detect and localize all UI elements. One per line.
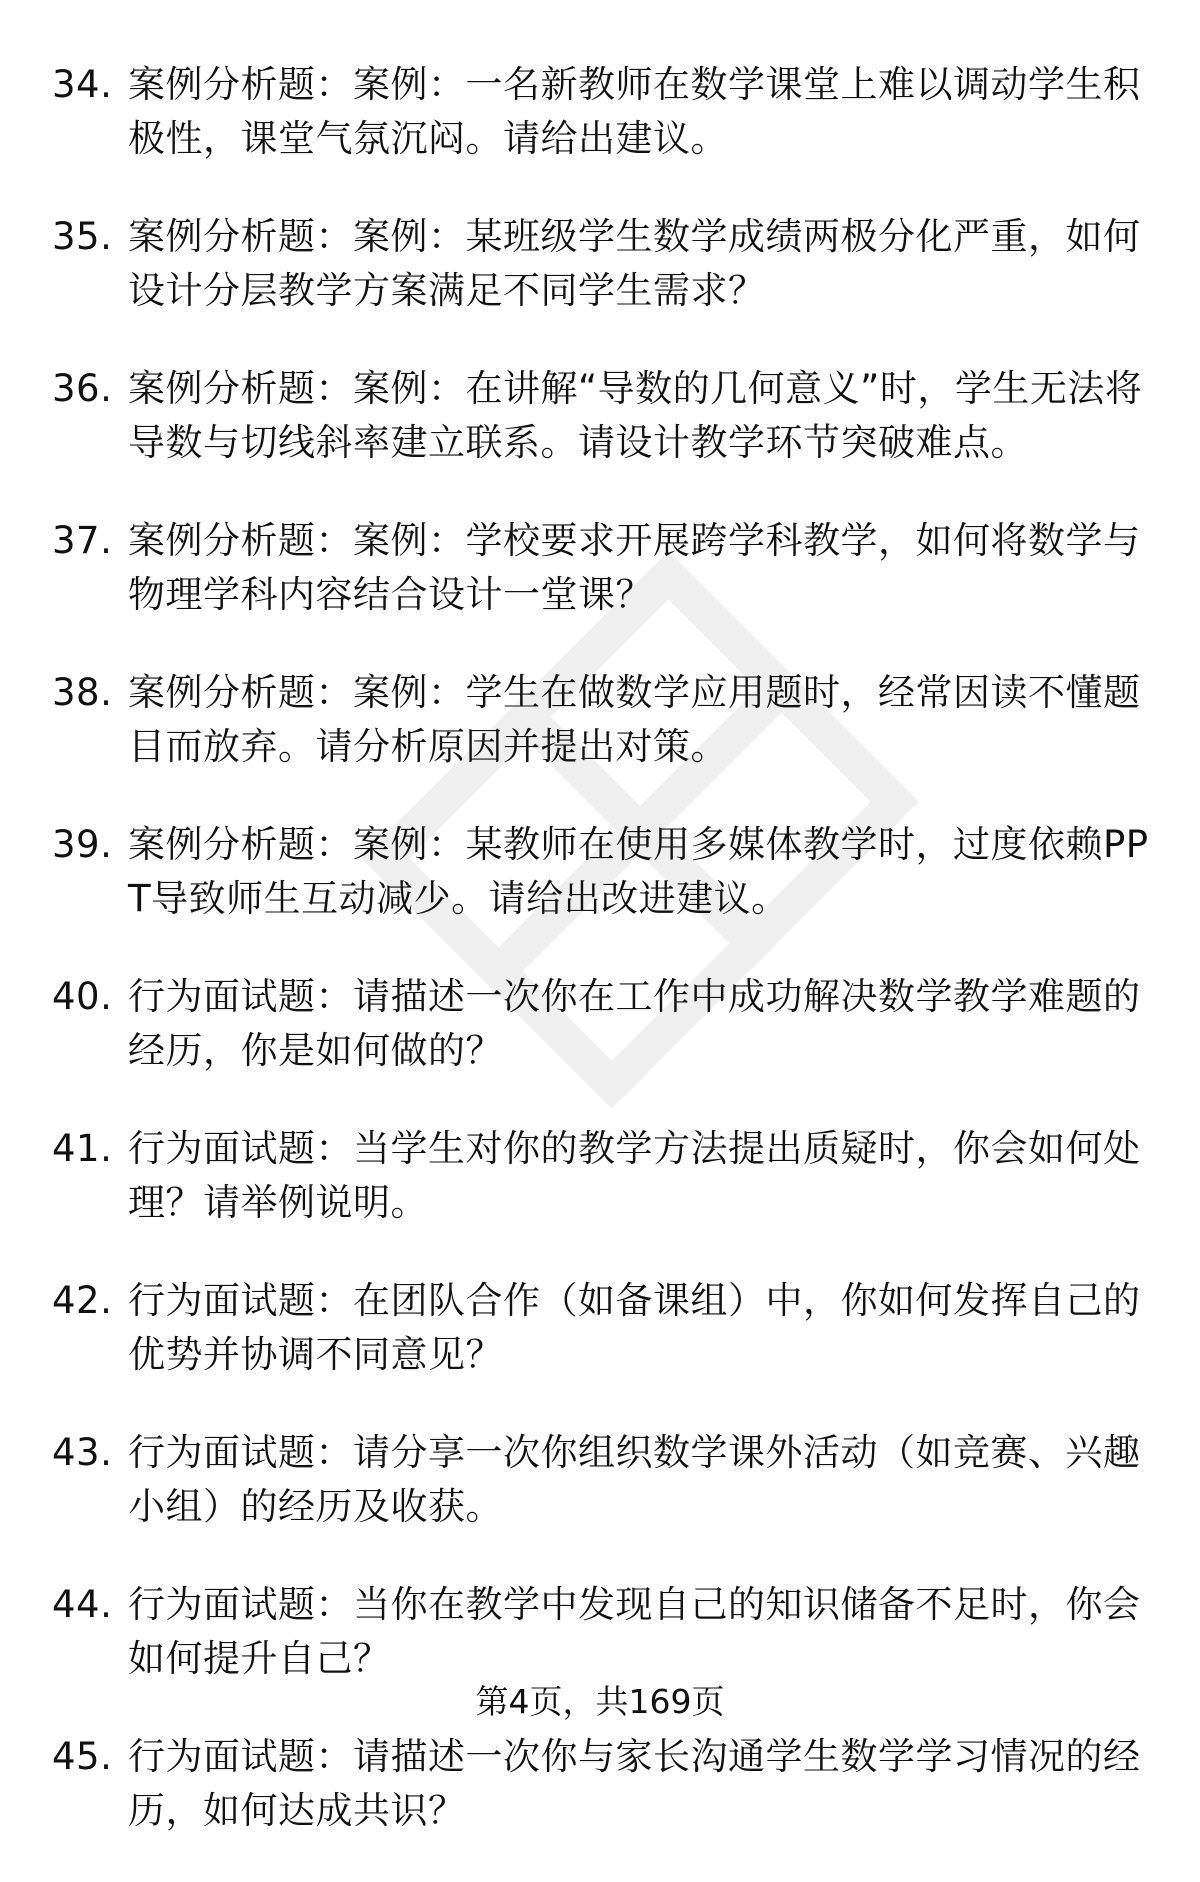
question-number: 38. xyxy=(52,671,113,714)
question-text: 行为面试题：请描述一次你与家长沟通学生数学学习情况的经历，如何达成共识？ xyxy=(128,1735,1141,1832)
question-item xyxy=(52,1578,1152,1686)
question-item xyxy=(52,210,1152,318)
question-item xyxy=(52,1426,1152,1534)
question-text: 案例分析题：案例：学生在做数学应用题时，经常因读不懂题目而放弃。请分析原因并提出对策。 xyxy=(128,671,1141,768)
question-item xyxy=(52,1730,1152,1838)
question-number: 37. xyxy=(52,519,113,562)
question-number: 45. xyxy=(52,1735,113,1778)
question-item xyxy=(52,818,1152,926)
question-text: 案例分析题：案例：某教师在使用多媒体教学时，过度依赖PPT导致师生互动减少。请给出改进建议。 xyxy=(128,823,1149,920)
question-item xyxy=(52,1122,1152,1230)
question-text: 行为面试题：当学生对你的教学方法提出质疑时，你会如何处理？请举例说明。 xyxy=(128,1127,1141,1224)
question-item xyxy=(52,1274,1152,1382)
question-number: 42. xyxy=(52,1279,113,1322)
question-text: 行为面试题：请描述一次你在工作中成功解决数学教学难题的经历，你是如何做的？ xyxy=(128,975,1141,1072)
question-item xyxy=(52,970,1152,1078)
question-item xyxy=(52,514,1152,622)
question-number: 40. xyxy=(52,975,113,1018)
question-item xyxy=(52,58,1152,166)
question-number: 39. xyxy=(52,823,113,866)
question-text: 案例分析题：案例：一名新教师在数学课堂上难以调动学生积极性，课堂气氛沉闷。请给出建议。 xyxy=(128,63,1141,160)
question-number: 44. xyxy=(52,1583,113,1626)
question-text: 案例分析题：案例：某班级学生数学成绩两极分化严重，如何设计分层教学方案满足不同学生需求？ xyxy=(128,215,1141,312)
question-list xyxy=(52,58,1152,1882)
question-text: 行为面试题：在团队合作（如备课组）中，你如何发挥自己的优势并协调不同意见？ xyxy=(128,1279,1141,1376)
question-text: 行为面试题：当你在教学中发现自己的知识储备不足时，你会如何提升自己？ xyxy=(128,1583,1141,1680)
question-number: 43. xyxy=(52,1431,113,1474)
question-text: 案例分析题：案例：在讲解“导数的几何意义”时，学生无法将导数与切线斜率建立联系。请设计教学环节突破难点。 xyxy=(128,367,1143,464)
question-number: 36. xyxy=(52,367,113,410)
question-item xyxy=(52,362,1152,470)
question-text: 案例分析题：案例：学校要求开展跨学科教学，如何将数学与物理学科内容结合设计一堂课？ xyxy=(128,519,1141,616)
page-footer: 第4页，共169页 xyxy=(475,1682,725,1721)
question-text: 行为面试题：请分享一次你组织数学课外活动（如竞赛、兴趣小组）的经历及收获。 xyxy=(128,1431,1141,1528)
question-number: 34. xyxy=(52,63,113,106)
question-number: 35. xyxy=(52,215,113,258)
question-item xyxy=(52,666,1152,774)
question-number: 41. xyxy=(52,1127,113,1170)
